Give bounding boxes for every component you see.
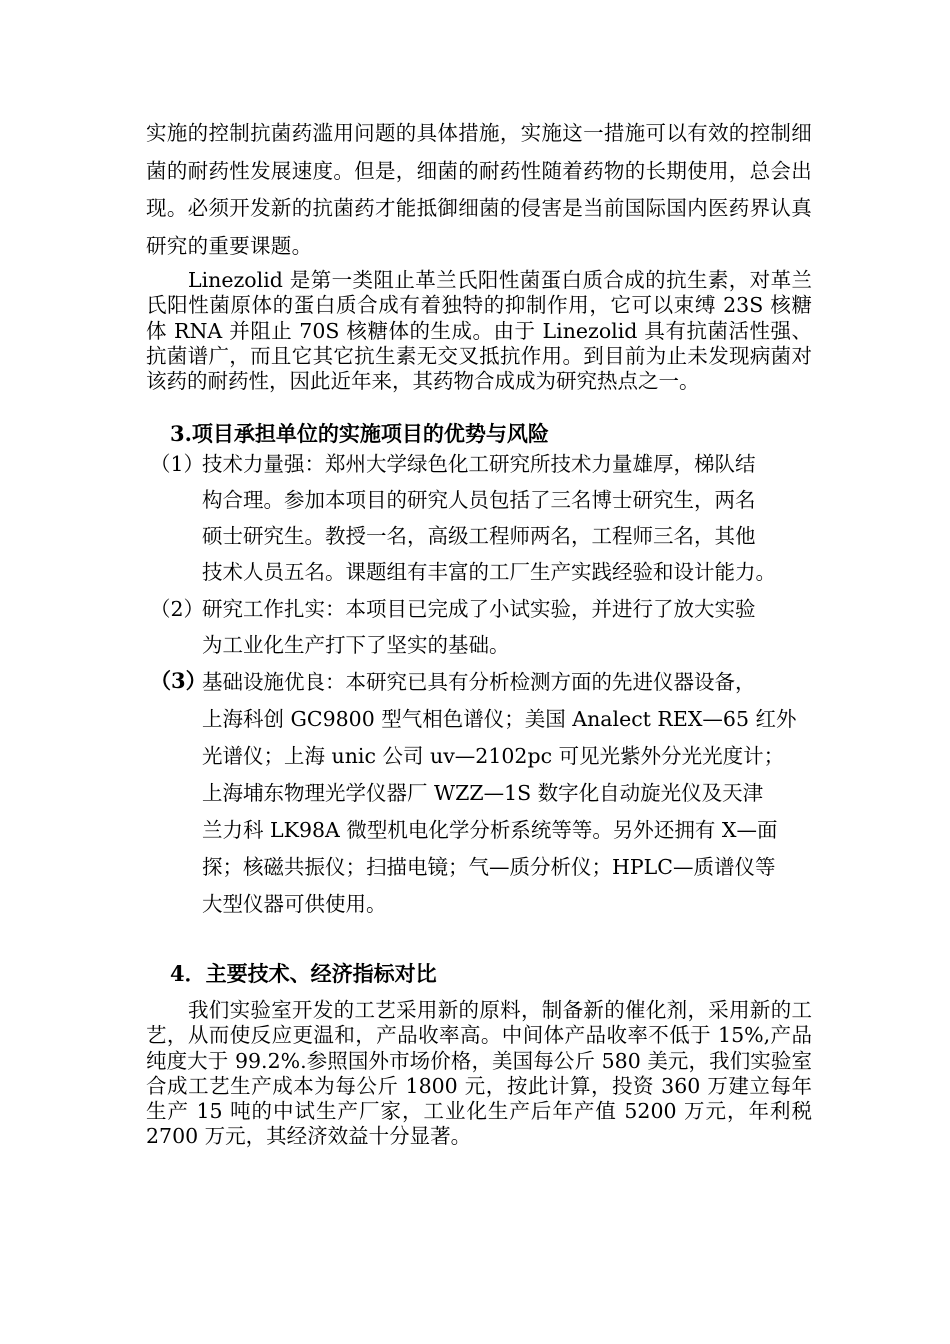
- item-line: 技术人员五名。课题组有丰富的工厂生产实践经验和设计能力。: [202, 560, 776, 584]
- item-marker: （2）: [150, 597, 205, 621]
- economic-paragraph: 我们实验室开发的工艺采用新的原料，制备新的催化剂，采用新的工艺，从而使反应更温和，产品收率高。中间体产品收率不低于 15%,产品纯度大于 99.2%.参照国外市场价格，美国每公斤 580 美元，我们实验室合成工艺生产成本为每公斤 1800 元，按此计算，投资 360 万建立每年生产 15 吨的中试生产厂家，工业化生产后年产值 5200 万元，年利税 2700 万元，其经济效益十分显著。: [146, 998, 812, 1149]
- item-line: 基础设施优良：本研究已具有分析检测方面的先进仪器设备，: [202, 670, 756, 694]
- item-line: 构合理。参加本项目的研究人员包括了三名博士研究生，两名: [202, 488, 756, 512]
- item-line: 兰力科 LK98A 微型机电化学分析系统等等。另外还拥有 X—面: [202, 818, 778, 842]
- intro-paragraph: 实施的控制抗菌药滥用问题的具体措施，实施这一措施可以有效的控制细菌的耐药性发展速度。但是，细菌的耐药性随着药物的长期使用，总会出现。必须开发新的抗菌药才能抵御细菌的侵害是当前国际国内医药界认真研究的重要课题。: [146, 121, 812, 258]
- item-line: 探；核磁共振仪；扫描电镜；气—质分析仪；HPLC—质谱仪等: [202, 855, 776, 879]
- item-line: 大型仪器可供使用。: [202, 892, 387, 916]
- item-line: 研究工作扎实：本项目已完成了小试实验，并进行了放大实验: [202, 597, 756, 621]
- section-4-heading: 4．主要技术、经济指标对比: [170, 961, 437, 986]
- item-marker: （1）: [150, 452, 205, 476]
- item-line: 硕士研究生。教授一名，高级工程师两名，工程师三名，其他: [202, 524, 756, 548]
- item-line: 上海埔东物理光学仪器厂 WZZ—1S 数字化自动旋光仪及天津: [202, 781, 764, 805]
- item-line: 光谱仪；上海 unic 公司 uv—2102pc 可见光紫外分光光度计；: [202, 744, 785, 768]
- item-line: 上海科创 GC9800 型气相色谱仪；美国 Analect REX—65 红外: [202, 707, 797, 731]
- linezolid-paragraph: Linezolid 是第一类阻止革兰氏阳性菌蛋白质合成的抗生素，对革兰氏阳性菌原体的蛋白质合成有着独特的抑制作用，它可以束缚 23S 核糖体 RNA 并阻止 70S 核糖体的生成。由于 Linezolid 具有抗菌活性强、抗菌谱广，而且它其它抗生素无交叉抵抗作用。到目前为止未发现病菌对该药的耐药性，因此近年来，其药物合成成为研究热点之一。: [146, 268, 812, 394]
- section-3-heading: 3.项目承担单位的实施项目的优势与风险: [170, 421, 549, 446]
- item-marker: （3）: [150, 668, 207, 693]
- item-line: 为工业化生产打下了坚实的基础。: [202, 633, 510, 657]
- item-line: 技术力量强：郑州大学绿色化工研究所技术力量雄厚，梯队结: [202, 452, 756, 476]
